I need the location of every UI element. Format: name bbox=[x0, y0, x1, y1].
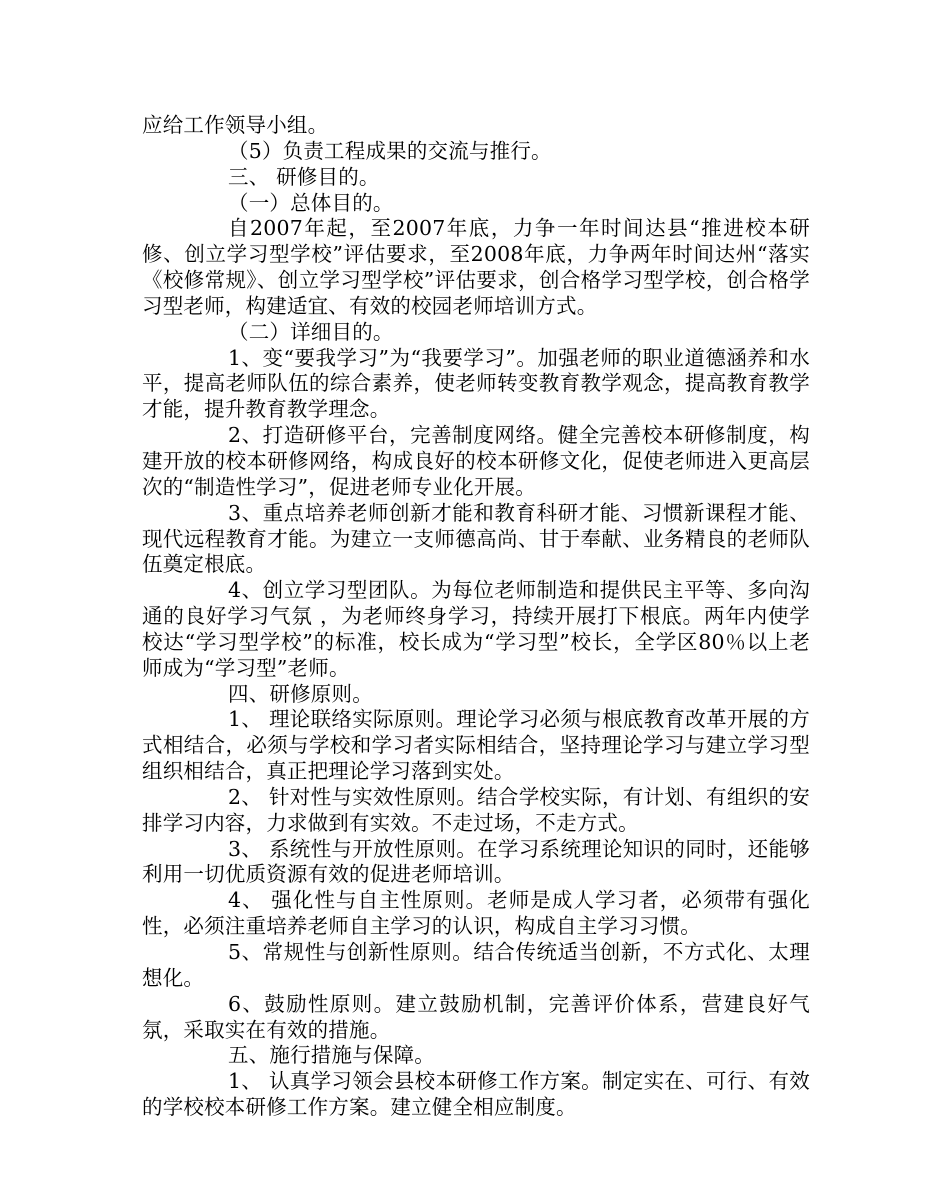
document-body bbox=[142, 113, 810, 1121]
paragraph-principle-5: 5、常规性与创新性原则。结合传统适当创新，不方式化、太理想化。 bbox=[142, 940, 810, 990]
paragraph-principle-3: 3、 系统性与开放性原则。在学习系统理论知识的同时，还能够利用一切优质资源有效的促进老师培训。 bbox=[142, 836, 810, 887]
paragraph-principle-6: 6、鼓励性原则。建立鼓励机制，完善评价体系，营建良好气氛，采取实在有效的措施。 bbox=[142, 991, 810, 1042]
paragraph-goal-3: 3、重点培养老师创新才能和教育科研才能、习惯新课程才能、现代远程教育才能。为建立一支师德高尚、甘于奉献、业务精良的老师队伍奠定根底。 bbox=[142, 500, 810, 577]
paragraph-overall-goal: 自2007年起，至2007年底，力争一年时间达县“推进校本研修、创立学习型学校”评估要求，至2008年底，力争两年时间达州“落实《校修常规》、创立学习型学校”评估要求，创合格学习型学校，创合格学习型老师，构建适宜、有效的校园老师培训方式。 bbox=[142, 216, 810, 318]
paragraph-goal-2: 2、打造研修平台，完善制度网络。健全完善校本研修制度，构建开放的校本研修网络，构成良好的校本研修文化，促使老师进入更高层次的“制造性学习”，促进老师专业化开展。 bbox=[142, 423, 810, 499]
paragraph-item-5: （5）负责工程成果的交流与推行。 bbox=[228, 138, 552, 163]
subheading-detailed-goal: （二）详细目的。 bbox=[228, 319, 394, 344]
paragraph-principle-4: 4、 强化性与自主性原则。老师是成人学习者，必须带有强化性，必须注重培养老师自主学习的认识，构成自主学习习惯。 bbox=[142, 888, 810, 939]
paragraph-continuation: 应给工作领导小组。 bbox=[142, 113, 329, 137]
paragraph-principle-2: 2、 针对性与实效性原则。结合学校实际，有计划、有组织的安排学习内容，力求做到有实效。不走过场，不走方式。 bbox=[142, 784, 810, 835]
section-heading-5: 五、施行措施与保障。 bbox=[228, 1043, 435, 1068]
section-heading-3: 三、 研修目的。 bbox=[228, 164, 380, 189]
paragraph-goal-1: 1、变“要我学习”为“我要学习”。加强老师的职业道德涵养和水平，提高老师队伍的综合素养，使老师转变教育教学观念，提高教育教学才能，提升教育教学理念。 bbox=[142, 345, 810, 422]
subheading-overall-goal: （一）总体目的。 bbox=[228, 190, 394, 215]
paragraph-principle-1: 1、 理论联络实际原则。理论学习必须与根底教育改革开展的方式相结合，必须与学校和学习者实际相结合，坚持理论学习与建立学习型组织相结合，真正把理论学习落到实处。 bbox=[142, 707, 810, 784]
paragraph-goal-4: 4、创立学习型团队。为每位老师制造和提供民主平等、多向沟通的良好学习气氛 ，为老师终身学习，持续开展打下根底。两年内使学校达“学习型学校”的标准，校长成为“学习型”校长，全学区80％以上老师成为“学习型”老师。 bbox=[142, 578, 810, 680]
section-heading-4: 四、研修原则。 bbox=[228, 681, 373, 706]
paragraph-measure-1: 1、 认真学习领会县校本研修工作方案。制定实在、可行、有效的学校校本研修工作方案。建立健全相应制度。 bbox=[142, 1069, 810, 1120]
